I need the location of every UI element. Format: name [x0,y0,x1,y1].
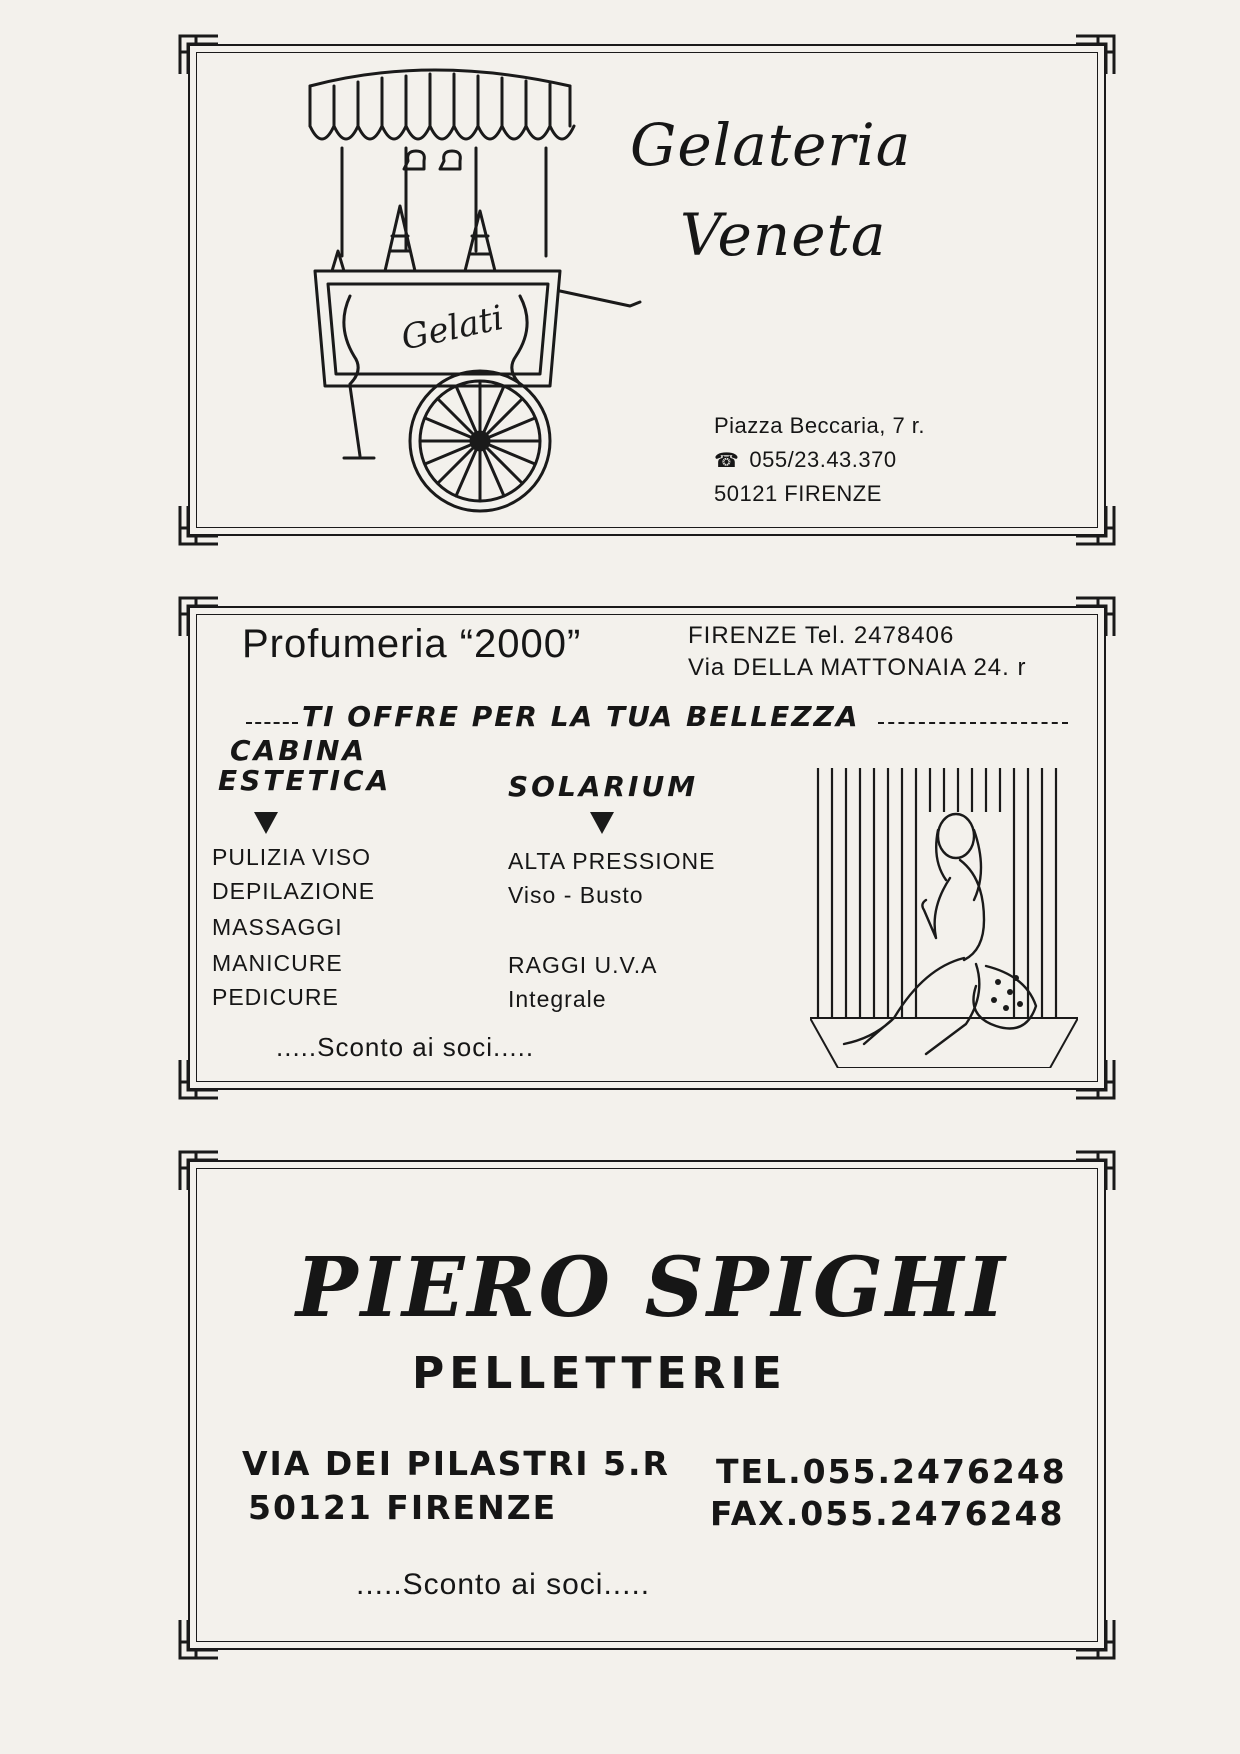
spighi-city: 50121 FIRENZE [248,1488,558,1527]
spighi-street: VIA DEI PILASTRI 5.R [242,1444,670,1483]
col2-item: RAGGI U.V.A [508,952,658,978]
corner-ornament-icon [1072,1616,1118,1662]
ad-piero-spighi [188,1160,1106,1650]
spighi-tel: TEL.055.2476248 [716,1452,1067,1491]
corner-ornament-icon [176,1056,222,1102]
col2-item: Viso - Busto [508,882,644,908]
gelateria-title-line1: Gelateria [630,111,912,179]
profumeria-name: Profumeria “2000” [242,622,582,666]
corner-ornament-icon [1072,502,1118,548]
col1-heading-line2: ESTETICA [218,764,392,797]
col2-item: ALTA PRESSIONE [508,848,716,874]
col1-item: MASSAGGI [212,914,343,940]
spighi-fax: FAX.055.2476248 [710,1494,1065,1533]
spighi-sconto: .....Sconto ai soci..... [356,1568,651,1601]
corner-ornament-icon [1072,1056,1118,1102]
down-triangle-icon [252,808,280,836]
corner-ornament-icon [176,32,222,78]
profumeria-sconto: .....Sconto ai soci..... [276,1032,535,1062]
corner-ornament-icon [1072,32,1118,78]
telephone-icon: ☎ [714,450,740,472]
corner-ornament-icon [176,594,222,640]
spighi-subtitle: PELLETTERIE [412,1348,787,1399]
down-triangle-icon [588,808,616,836]
gelateria-title-line2: Veneta [680,201,887,269]
dashed-rule-right [878,722,1068,724]
col1-item: PEDICURE [212,984,339,1010]
col2-item: Integrale [508,986,607,1012]
col2-heading: SOLARIUM [508,770,699,803]
ad-profumeria-2000 [188,606,1106,1090]
corner-ornament-icon [176,1616,222,1662]
profumeria-street: Via DELLA MATTONAIA 24. r [688,654,1027,681]
corner-ornament-icon [176,1148,222,1194]
gelateria-phone-row [714,447,897,473]
col1-item: PULIZIA VISO [212,844,371,870]
profumeria-city-phone: FIRENZE Tel. 2478406 [688,622,955,649]
gelateria-city: 50121 FIRENZE [714,481,882,506]
sunbathing-woman-illustration [810,768,1078,1068]
dashed-rule-left [246,722,298,724]
profumeria-tagline: TI OFFRE PER LA TUA BELLEZZA [302,700,860,733]
gelateria-phone: 055/23.43.370 [749,447,897,472]
spighi-name: PIERO SPIGHI [296,1240,1008,1336]
col1-item: MANICURE [212,950,343,976]
corner-ornament-icon [1072,594,1118,640]
corner-ornament-icon [1072,1148,1118,1194]
col1-heading-line1: CABINA [230,734,368,767]
col1-item: DEPILAZIONE [212,878,376,904]
ad-gelateria-veneta [188,44,1106,536]
corner-ornament-icon [176,502,222,548]
cart-sign-text: Gelati [397,297,507,359]
gelateria-address: Piazza Beccaria, 7 r. [714,413,926,438]
